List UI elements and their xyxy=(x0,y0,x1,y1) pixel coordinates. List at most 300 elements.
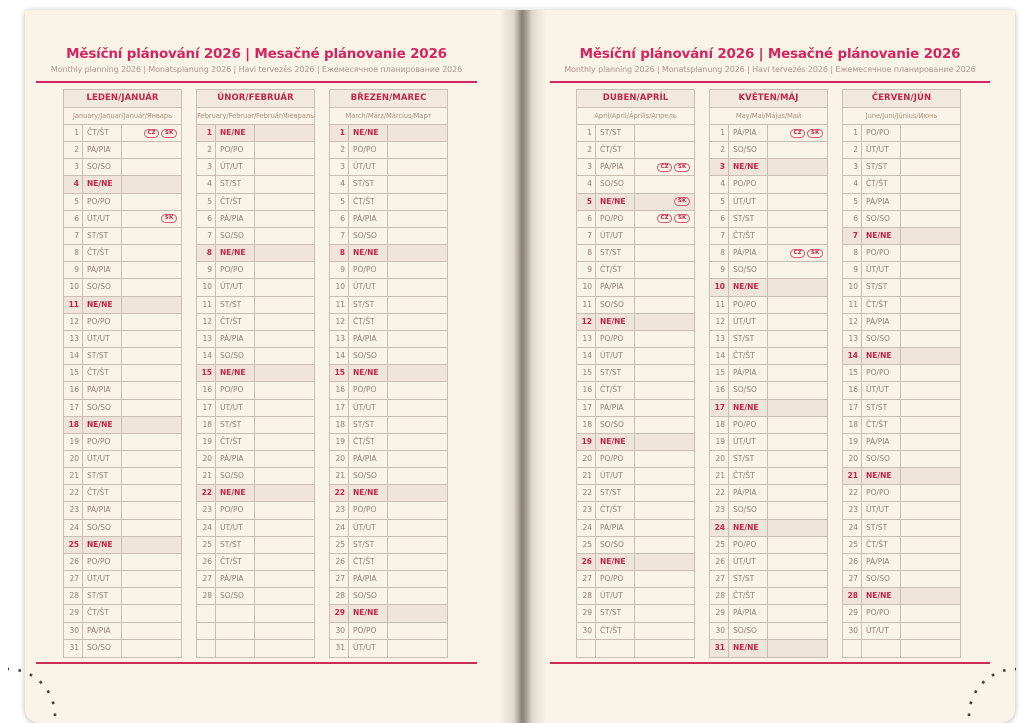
day-notes-cell xyxy=(768,262,827,278)
day-abbreviation xyxy=(216,605,255,621)
day-number: 24 xyxy=(197,520,216,536)
day-notes-cell xyxy=(255,571,314,587)
day-abbreviation: PÁ/PIA xyxy=(862,194,901,210)
day-abbreviation: ÚT/UT xyxy=(216,400,255,416)
day-abbreviation: ČT/ŠT xyxy=(862,176,901,192)
day-notes-cell xyxy=(901,194,960,210)
day-number: 14 xyxy=(577,348,596,364)
day-notes-cell xyxy=(768,537,827,553)
day-abbreviation: NE/NE xyxy=(83,417,122,433)
day-notes-cell xyxy=(768,228,827,244)
day-abbreviation: ST/ST xyxy=(596,485,635,501)
day-row xyxy=(577,211,694,228)
day-number: 25 xyxy=(710,537,729,553)
day-notes-cell xyxy=(768,194,827,210)
day-abbreviation: PÁ/PIA xyxy=(862,554,901,570)
month-name: BŘEZEN/MAREC xyxy=(330,90,447,108)
day-abbreviation: PÁ/PIA xyxy=(349,571,388,587)
day-row xyxy=(64,520,181,537)
day-row xyxy=(577,417,694,434)
day-row xyxy=(710,554,827,571)
day-row xyxy=(710,520,827,537)
day-notes-cell xyxy=(901,434,960,450)
day-abbreviation: ÚT/UT xyxy=(349,400,388,416)
day-abbreviation: ST/ST xyxy=(349,297,388,313)
day-abbreviation: NE/NE xyxy=(862,228,901,244)
day-number: 3 xyxy=(843,159,862,175)
day-notes-cell xyxy=(255,365,314,381)
day-notes-cell xyxy=(768,400,827,416)
day-row xyxy=(330,502,447,519)
day-row xyxy=(577,125,694,142)
day-abbreviation: SO/SO xyxy=(216,588,255,604)
day-row xyxy=(197,194,314,211)
day-abbreviation: PO/PO xyxy=(862,605,901,621)
day-row xyxy=(843,382,960,399)
day-row xyxy=(577,297,694,314)
day-number: 4 xyxy=(197,176,216,192)
day-abbreviation: SO/SO xyxy=(349,588,388,604)
day-row xyxy=(710,245,827,262)
day-notes-cell xyxy=(635,485,694,501)
day-abbreviation: PO/PO xyxy=(349,262,388,278)
day-number: 13 xyxy=(197,331,216,347)
month-languages-subtitle: May/Mai/Május/Май xyxy=(710,108,827,125)
day-abbreviation: ST/ST xyxy=(729,451,768,467)
day-notes-cell xyxy=(901,400,960,416)
day-notes-cell xyxy=(635,417,694,433)
day-row xyxy=(64,125,181,142)
day-abbreviation: SO/SO xyxy=(216,348,255,364)
day-abbreviation: ST/ST xyxy=(596,245,635,261)
day-abbreviation: ÚT/UT xyxy=(596,348,635,364)
day-row xyxy=(577,588,694,605)
day-number: 21 xyxy=(577,468,596,484)
day-notes-cell xyxy=(635,331,694,347)
day-number: 6 xyxy=(197,211,216,227)
day-notes-cell xyxy=(255,468,314,484)
day-number: 3 xyxy=(64,159,83,175)
day-number: 14 xyxy=(64,348,83,364)
day-abbreviation: ÚT/UT xyxy=(83,451,122,467)
left-months-row xyxy=(63,89,522,658)
day-row xyxy=(330,331,447,348)
day-number: 28 xyxy=(64,588,83,604)
day-number: 27 xyxy=(577,571,596,587)
day-notes-cell xyxy=(388,640,447,657)
day-number: 16 xyxy=(64,382,83,398)
day-abbreviation: ÚT/UT xyxy=(862,623,901,639)
day-number: 29 xyxy=(710,605,729,621)
day-number: 27 xyxy=(64,571,83,587)
day-abbreviation: ČT/ŠT xyxy=(729,228,768,244)
day-notes-cell xyxy=(635,468,694,484)
day-notes-cell xyxy=(255,417,314,433)
empty-day-row xyxy=(843,640,960,657)
day-abbreviation: PÁ/PIA xyxy=(83,262,122,278)
day-number: 6 xyxy=(710,211,729,227)
day-number: 9 xyxy=(577,262,596,278)
day-row xyxy=(710,605,827,622)
day-notes-cell xyxy=(122,297,181,313)
day-row xyxy=(330,605,447,622)
day-number: 1 xyxy=(577,125,596,141)
day-abbreviation: SO/SO xyxy=(729,262,768,278)
month-table-cerven-jun xyxy=(842,89,961,658)
day-row xyxy=(64,331,181,348)
right-months-row xyxy=(576,89,1015,658)
day-abbreviation: SO/SO xyxy=(729,142,768,158)
day-row xyxy=(577,571,694,588)
day-abbreviation: ČT/ŠT xyxy=(83,245,122,261)
day-row xyxy=(577,468,694,485)
day-abbreviation: ČT/ŠT xyxy=(216,554,255,570)
day-number: 16 xyxy=(843,382,862,398)
day-notes-cell xyxy=(388,451,447,467)
day-notes-cell xyxy=(122,468,181,484)
day-row xyxy=(330,434,447,451)
month-table-duben-april xyxy=(576,89,695,658)
day-number: 17 xyxy=(710,400,729,416)
day-notes-cell xyxy=(255,382,314,398)
day-abbreviation: SO/SO xyxy=(862,211,901,227)
day-number: 6 xyxy=(330,211,349,227)
day-number: 20 xyxy=(843,451,862,467)
day-notes-cell xyxy=(635,314,694,330)
day-number: 16 xyxy=(710,382,729,398)
day-notes-cell xyxy=(635,211,694,227)
day-number: 13 xyxy=(843,331,862,347)
day-row xyxy=(330,623,447,640)
day-notes-cell xyxy=(388,142,447,158)
day-row xyxy=(64,348,181,365)
day-row xyxy=(843,417,960,434)
day-notes-cell xyxy=(768,279,827,295)
day-abbreviation: PÁ/PIA xyxy=(729,245,768,261)
day-notes-cell xyxy=(768,485,827,501)
day-abbreviation: PO/PO xyxy=(216,262,255,278)
day-number xyxy=(197,605,216,621)
day-abbreviation: ÚT/UT xyxy=(729,314,768,330)
day-notes-cell xyxy=(255,348,314,364)
holiday-badge-sk: SK xyxy=(674,163,690,172)
day-notes-cell xyxy=(901,451,960,467)
day-abbreviation: ÚT/UT xyxy=(596,588,635,604)
day-abbreviation: NE/NE xyxy=(216,365,255,381)
day-notes-cell xyxy=(768,348,827,364)
day-abbreviation: NE/NE xyxy=(596,554,635,570)
month-table-leden-januar xyxy=(63,89,182,658)
day-row xyxy=(330,417,447,434)
day-row xyxy=(843,468,960,485)
day-notes-cell xyxy=(122,588,181,604)
day-abbreviation: PO/PO xyxy=(862,245,901,261)
day-row xyxy=(64,451,181,468)
day-notes-cell xyxy=(901,211,960,227)
day-number: 10 xyxy=(197,279,216,295)
day-notes-cell xyxy=(901,485,960,501)
day-abbreviation: NE/NE xyxy=(596,434,635,450)
day-number: 5 xyxy=(330,194,349,210)
day-number: 5 xyxy=(710,194,729,210)
day-abbreviation: ČT/ŠT xyxy=(349,554,388,570)
day-row xyxy=(330,588,447,605)
day-abbreviation: ČT/ŠT xyxy=(216,314,255,330)
day-notes-cell xyxy=(635,279,694,295)
day-abbreviation: ÚT/UT xyxy=(862,382,901,398)
holiday-badge-sk: SK xyxy=(807,129,823,138)
day-row xyxy=(64,142,181,159)
day-row xyxy=(197,588,314,605)
day-abbreviation: ČT/ŠT xyxy=(596,142,635,158)
day-number: 29 xyxy=(577,605,596,621)
day-row xyxy=(197,382,314,399)
day-abbreviation: PO/PO xyxy=(862,485,901,501)
day-number: 4 xyxy=(710,176,729,192)
day-abbreviation: ÚT/UT xyxy=(349,159,388,175)
page-title: Měsíční plánování 2026 | Mesačné plánovanie 2026 xyxy=(579,46,961,62)
day-row xyxy=(710,400,827,417)
day-row xyxy=(330,365,447,382)
day-notes-cell xyxy=(768,605,827,621)
day-abbreviation: NE/NE xyxy=(83,297,122,313)
month-name: DUBEN/APRÍL xyxy=(577,90,694,108)
day-notes-cell xyxy=(388,365,447,381)
day-row xyxy=(710,365,827,382)
day-row xyxy=(330,262,447,279)
day-row xyxy=(330,159,447,176)
day-abbreviation: ST/ST xyxy=(216,297,255,313)
day-notes-cell xyxy=(388,348,447,364)
day-row xyxy=(330,400,447,417)
day-abbreviation: ČT/ŠT xyxy=(862,297,901,313)
day-row xyxy=(64,262,181,279)
day-notes-cell xyxy=(768,382,827,398)
day-number xyxy=(843,640,862,657)
day-notes-cell xyxy=(768,331,827,347)
day-abbreviation: PÁ/PIA xyxy=(862,434,901,450)
day-abbreviation: ČT/ŠT xyxy=(83,605,122,621)
day-notes-cell xyxy=(635,554,694,570)
month-day-grid xyxy=(330,125,447,657)
day-abbreviation: ÚT/UT xyxy=(862,502,901,518)
day-abbreviation: SO/SO xyxy=(862,331,901,347)
day-row xyxy=(577,485,694,502)
day-row xyxy=(197,400,314,417)
day-row xyxy=(710,623,827,640)
day-notes-cell xyxy=(255,125,314,141)
holiday-badge-cz: CZ xyxy=(790,249,805,258)
day-row xyxy=(197,314,314,331)
day-notes-cell xyxy=(388,417,447,433)
day-row xyxy=(843,245,960,262)
empty-day-row xyxy=(197,640,314,657)
day-abbreviation: NE/NE xyxy=(349,485,388,501)
day-abbreviation: PÁ/PIA xyxy=(216,571,255,587)
day-abbreviation: PÁ/PIA xyxy=(862,314,901,330)
day-notes-cell xyxy=(388,262,447,278)
day-row xyxy=(843,520,960,537)
day-abbreviation: PÁ/PIA xyxy=(83,623,122,639)
month-name: ÚNOR/FEBRUÁR xyxy=(197,90,314,108)
day-number: 27 xyxy=(710,571,729,587)
day-abbreviation: ÚT/UT xyxy=(729,554,768,570)
day-row xyxy=(64,623,181,640)
day-abbreviation: ČT/ŠT xyxy=(216,194,255,210)
day-notes-cell xyxy=(255,434,314,450)
day-notes-cell xyxy=(122,554,181,570)
day-number: 3 xyxy=(577,159,596,175)
day-abbreviation: ÚT/UT xyxy=(596,468,635,484)
day-number: 19 xyxy=(710,434,729,450)
day-notes-cell xyxy=(122,417,181,433)
day-row xyxy=(197,571,314,588)
day-notes-cell xyxy=(388,228,447,244)
day-number: 14 xyxy=(710,348,729,364)
day-row xyxy=(577,520,694,537)
day-notes-cell xyxy=(122,142,181,158)
day-row xyxy=(197,520,314,537)
day-number: 25 xyxy=(843,537,862,553)
day-notes-cell xyxy=(255,520,314,536)
day-number: 7 xyxy=(330,228,349,244)
day-notes-cell xyxy=(122,365,181,381)
day-row xyxy=(197,159,314,176)
page-subtitle: Monthly planning 2026 | Monatsplanung 2026 | Havi tervezés 2026 | Ежемесячное планирование 2026 xyxy=(564,65,976,74)
day-abbreviation: ST/ST xyxy=(862,400,901,416)
day-number: 18 xyxy=(64,417,83,433)
day-row xyxy=(710,297,827,314)
day-number: 26 xyxy=(330,554,349,570)
day-abbreviation: PÁ/PIA xyxy=(83,502,122,518)
day-abbreviation: SO/SO xyxy=(862,571,901,587)
day-number: 26 xyxy=(64,554,83,570)
day-abbreviation: ST/ST xyxy=(349,537,388,553)
day-notes-cell xyxy=(901,245,960,261)
day-number: 15 xyxy=(197,365,216,381)
day-number: 10 xyxy=(710,279,729,295)
day-notes-cell xyxy=(635,125,694,141)
day-number: 17 xyxy=(197,400,216,416)
day-number: 30 xyxy=(330,623,349,639)
day-row xyxy=(64,194,181,211)
day-notes-cell xyxy=(388,211,447,227)
day-row xyxy=(577,365,694,382)
day-number: 15 xyxy=(710,365,729,381)
day-notes-cell xyxy=(122,194,181,210)
day-abbreviation: SO/SO xyxy=(349,348,388,364)
day-notes-cell xyxy=(768,142,827,158)
day-notes-cell xyxy=(255,297,314,313)
day-notes-cell xyxy=(901,502,960,518)
day-notes-cell xyxy=(255,176,314,192)
day-notes-cell xyxy=(768,640,827,657)
day-notes-cell xyxy=(388,537,447,553)
day-row xyxy=(330,640,447,657)
day-number: 3 xyxy=(330,159,349,175)
day-abbreviation: SO/SO xyxy=(216,468,255,484)
month-languages-subtitle: April/April/Április/Апрель xyxy=(577,108,694,125)
day-number: 23 xyxy=(197,502,216,518)
day-row xyxy=(843,331,960,348)
day-abbreviation: SO/SO xyxy=(729,623,768,639)
day-row xyxy=(710,194,827,211)
day-row xyxy=(710,348,827,365)
day-number: 24 xyxy=(843,520,862,536)
day-number: 11 xyxy=(330,297,349,313)
day-number: 6 xyxy=(64,211,83,227)
day-row xyxy=(197,434,314,451)
day-number: 27 xyxy=(197,571,216,587)
day-abbreviation: ÚT/UT xyxy=(349,520,388,536)
day-number: 26 xyxy=(710,554,729,570)
header-rule xyxy=(550,81,990,83)
day-number: 28 xyxy=(577,588,596,604)
day-row xyxy=(710,502,827,519)
day-abbreviation: NE/NE xyxy=(349,365,388,381)
day-row xyxy=(330,537,447,554)
day-notes-cell xyxy=(635,228,694,244)
empty-day-row xyxy=(197,623,314,640)
day-notes-cell xyxy=(255,623,314,639)
day-row xyxy=(843,434,960,451)
day-number: 22 xyxy=(64,485,83,501)
day-number: 27 xyxy=(330,571,349,587)
day-number: 19 xyxy=(64,434,83,450)
day-abbreviation: PO/PO xyxy=(216,142,255,158)
page-subtitle: Monthly planning 2026 | Monatsplanung 2026 | Havi tervezés 2026 | Ежемесячное планирование 2026 xyxy=(50,65,463,74)
day-number: 25 xyxy=(64,537,83,553)
day-notes-cell xyxy=(768,571,827,587)
day-notes-cell xyxy=(768,588,827,604)
day-number: 8 xyxy=(843,245,862,261)
day-number: 2 xyxy=(197,142,216,158)
day-row xyxy=(710,314,827,331)
day-notes-cell xyxy=(768,314,827,330)
day-row xyxy=(64,382,181,399)
day-row xyxy=(577,451,694,468)
day-abbreviation: PO/PO xyxy=(729,417,768,433)
day-row xyxy=(197,468,314,485)
day-row xyxy=(197,262,314,279)
day-notes-cell xyxy=(901,537,960,553)
day-notes-cell xyxy=(901,382,960,398)
day-abbreviation: PO/PO xyxy=(216,382,255,398)
day-row xyxy=(64,640,181,657)
day-notes-cell xyxy=(635,623,694,639)
day-notes-cell xyxy=(255,159,314,175)
day-number: 6 xyxy=(577,211,596,227)
day-number: 25 xyxy=(330,537,349,553)
day-notes-cell xyxy=(122,159,181,175)
month-languages-subtitle: June/Juni/Június/Июнь xyxy=(843,108,960,125)
day-notes-cell xyxy=(255,279,314,295)
day-row xyxy=(64,400,181,417)
day-row xyxy=(64,605,181,622)
day-abbreviation: ÚT/UT xyxy=(83,331,122,347)
day-number: 29 xyxy=(330,605,349,621)
day-number: 4 xyxy=(843,176,862,192)
day-notes-cell xyxy=(122,571,181,587)
day-notes-cell xyxy=(255,605,314,621)
day-number: 12 xyxy=(330,314,349,330)
day-abbreviation: PÁ/PIA xyxy=(596,279,635,295)
day-number: 1 xyxy=(710,125,729,141)
day-row xyxy=(577,623,694,640)
day-row xyxy=(843,297,960,314)
holiday-badge-cz: CZ xyxy=(657,163,672,172)
day-abbreviation: PO/PO xyxy=(216,502,255,518)
